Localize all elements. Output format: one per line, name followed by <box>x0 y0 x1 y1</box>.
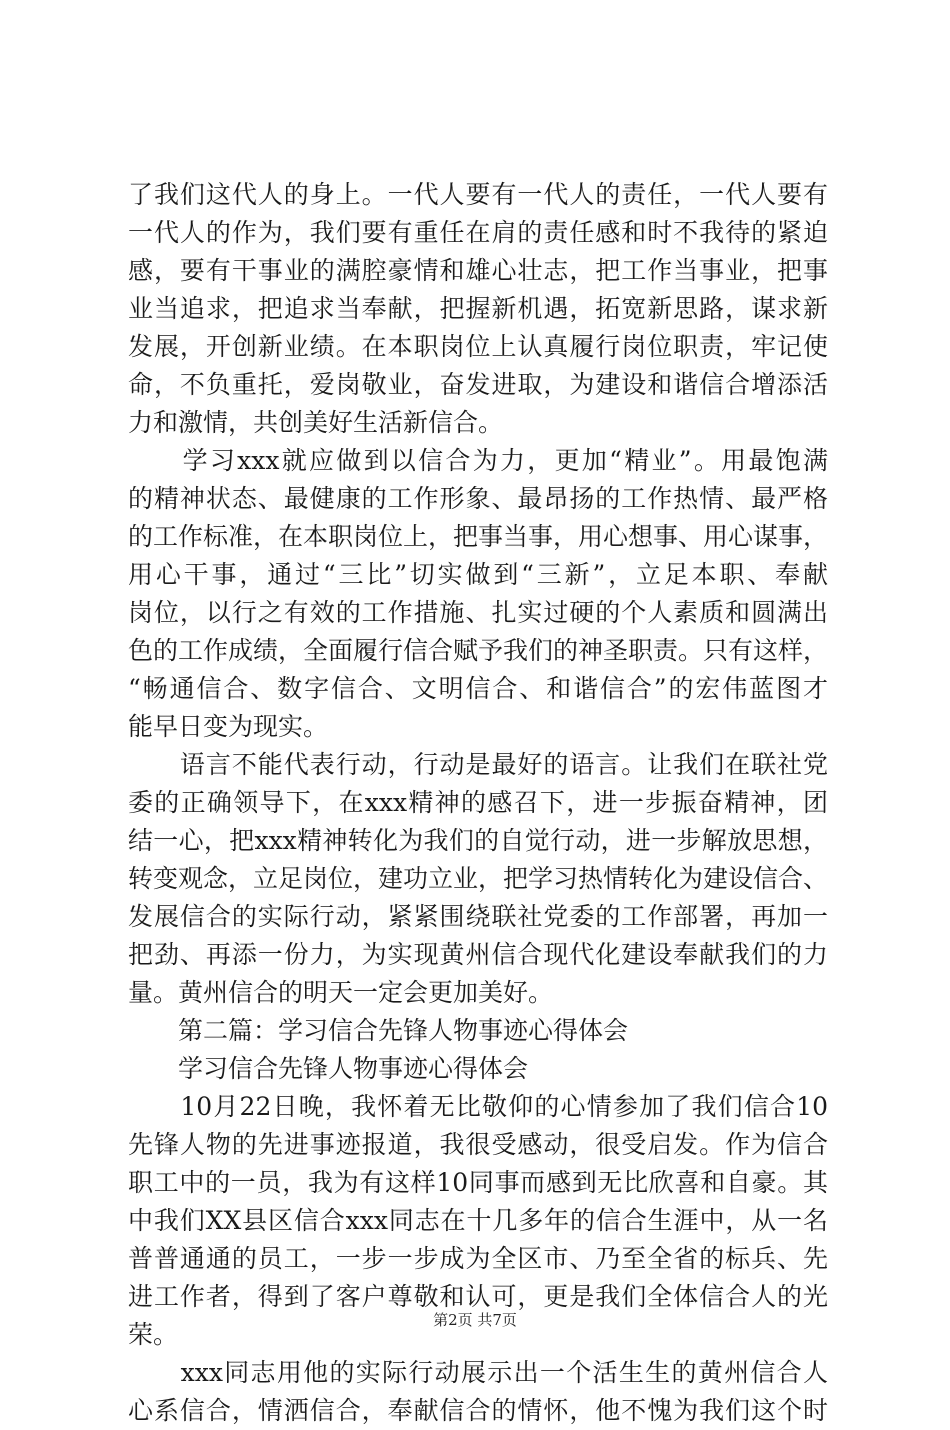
text-line: 10月22日晚，我怀着无比敬仰的心情参加了我们信合10 <box>128 1092 828 1121</box>
text-line: 的精神状态、最健康的工作形象、最昂扬的工作热情、最严格 <box>128 484 828 513</box>
text-line: 了我们这代人的身上。一代人要有一代人的责任，一代人要有 <box>128 180 828 209</box>
text-line: 力和激情，共创美好生活新信合。 <box>128 408 504 437</box>
text-line: 用心干事，通过“三比”切实做到“三新”，立足本职、奉献 <box>128 560 828 589</box>
section-subheading: 学习信合先锋人物事迹心得体会 <box>128 1054 529 1083</box>
text-line: 岗位，以行之有效的工作措施、扎实过硬的个人素质和圆满出 <box>128 598 828 627</box>
text-line: 把劲、再添一份力，为实现黄州信合现代化建设奉献我们的力 <box>128 940 828 969</box>
text-line: 转变观念，立足岗位，建功立业，把学习热情转化为建设信合、 <box>128 864 828 893</box>
text-line: 感，要有干事业的满腔豪情和雄心壮志，把工作当事业，把事 <box>128 256 828 285</box>
text-line: 业当追求，把追求当奉献，把握新机遇，拓宽新思路，谋求新 <box>128 294 828 323</box>
text-line: “畅通信合、数字信合、文明信合、和谐信合”的宏伟蓝图才 <box>128 674 828 703</box>
text-line: 一代人的作为，我们要有重任在肩的责任感和时不我待的紧迫 <box>128 218 828 247</box>
text-line: 先锋人物的先进事迹报道，我很受感动，很受启发。作为信合 <box>128 1130 828 1159</box>
text-line: 语言不能代表行动，行动是最好的语言。让我们在联社党 <box>128 750 828 779</box>
text-line: 学习xxx就应做到以信合为力，更加“精业”。用最饱满 <box>128 446 828 475</box>
text-line: 发展，开创新业绩。在本职岗位上认真履行岗位职责，牢记使 <box>128 332 828 361</box>
text-line: 命，不负重托，爱岗敬业，奋发进取，为建设和谐信合增添活 <box>128 370 828 399</box>
text-line: 荣。 <box>128 1320 179 1349</box>
text-line: 职工中的一员，我为有这样10同事而感到无比欣喜和自豪。其 <box>128 1168 828 1197</box>
document-body <box>128 176 828 1430</box>
text-line: 的工作标准，在本职岗位上，把事当事，用心想事、用心谋事， <box>128 522 828 551</box>
text-line: 心系信合，情洒信合，奉献信合的情怀，他不愧为我们这个时 <box>128 1396 828 1425</box>
text-line: 色的工作成绩，全面履行信合赋予我们的神圣职责。只有这样， <box>128 636 828 665</box>
text-line: 能早日变为现实。 <box>128 712 329 741</box>
text-line: xxx同志用他的实际行动展示出一个活生生的黄州信合人 <box>128 1358 828 1387</box>
text-line: 进工作者，得到了客户尊敬和认可，更是我们全体信合人的光 <box>128 1282 828 1311</box>
text-line: 发展信合的实际行动，紧紧围绕联社党委的工作部署，再加一 <box>128 902 828 931</box>
text-line: 普普通通的员工，一步一步成为全区市、乃至全省的标兵、先 <box>128 1244 828 1273</box>
page-number-footer: 第2页 共7页 <box>433 1311 517 1329</box>
text-line: 量。黄州信合的明天一定会更加美好。 <box>128 978 554 1007</box>
text-line: 委的正确领导下，在xxx精神的感召下，进一步振奋精神，团 <box>128 788 828 817</box>
text-line: 结一心，把xxx精神转化为我们的自觉行动，进一步解放思想， <box>128 826 828 855</box>
section-heading: 第二篇：学习信合先锋人物事迹心得体会 <box>128 1016 629 1045</box>
text-line: 中我们XX县区信合xxx同志在十几多年的信合生涯中，从一名 <box>128 1206 828 1235</box>
